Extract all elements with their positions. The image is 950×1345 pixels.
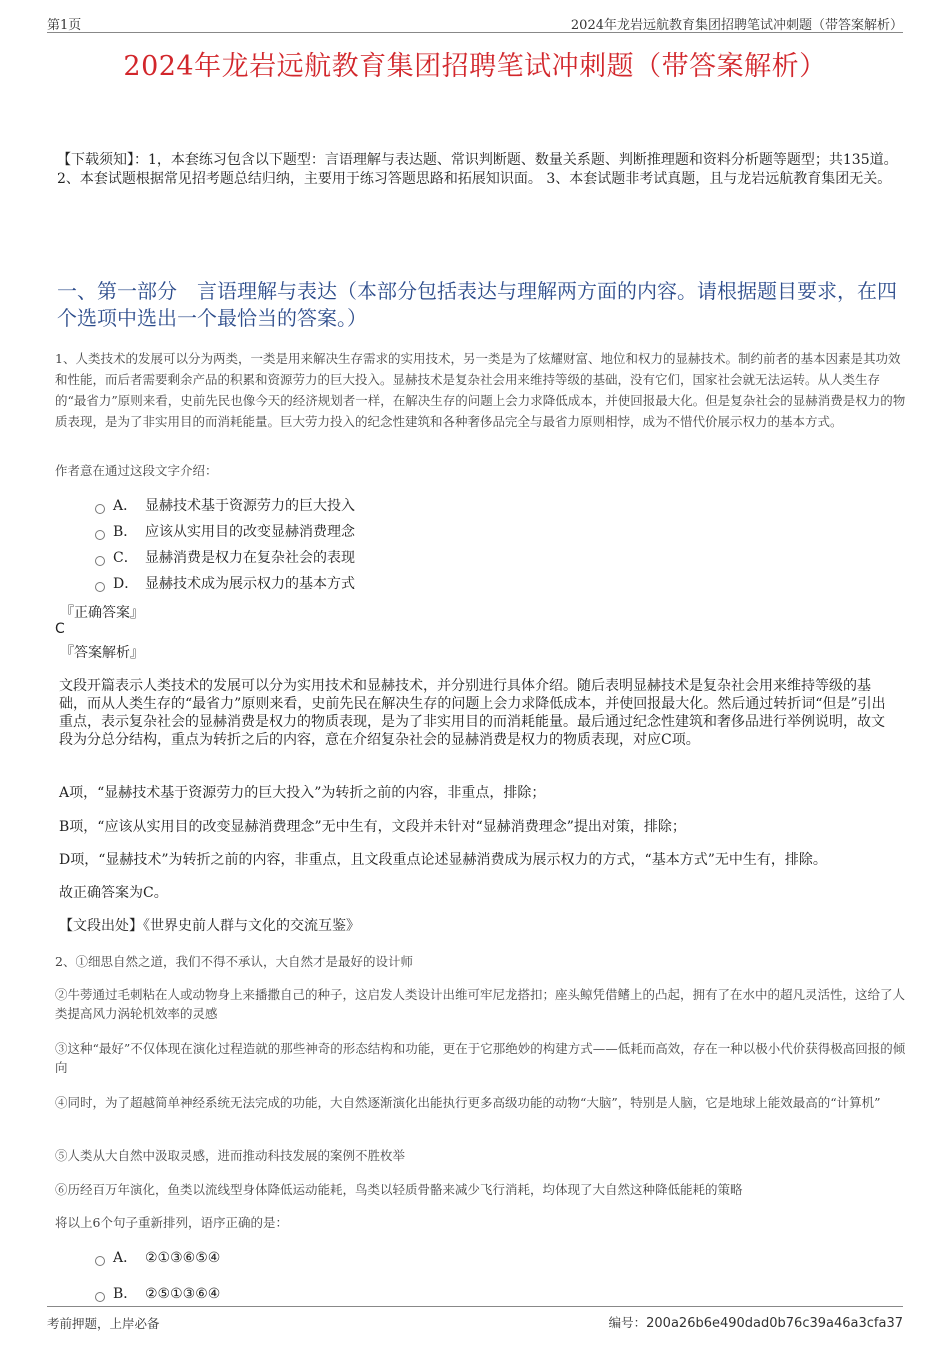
radio-icon[interactable] <box>95 1292 105 1302</box>
option-letter: B． <box>113 1286 138 1302</box>
option-letter: C． <box>113 550 138 566</box>
question-2-sentence-5: ⑤人类从大自然中汲取灵感，进而推动科技发展的案例不胜枚举 <box>55 1148 406 1163</box>
radio-icon[interactable] <box>95 556 105 566</box>
option-b[interactable] <box>95 522 355 542</box>
option-text: ②⑤①③⑥④ <box>145 1286 221 1302</box>
download-notice: 【下载须知】：1，本套练习包含以下题型：言语理解与表达题、常识判断题、数量关系题、判断推理题和资料分析题等题型；共135道。 2、本套试题根据常见招考题总结归纳，主要用于练习答题思路和拓展知识面。 3、本套试题非考试真题，且与龙岩远航教育集团无关。 <box>57 152 898 187</box>
analysis-option-a: A项，“显赫技术基于资源劳力的巨大投入”为转折之前的内容，非重点，排除； <box>59 785 546 801</box>
document-title: 2024年龙岩远航教育集团招聘笔试冲刺题（带答案解析） <box>123 51 827 82</box>
page-footer <box>47 1306 903 1331</box>
page-header <box>47 12 903 33</box>
question-2-stem: 将以上6个句子重新排列，语序正确的是： <box>55 1215 288 1230</box>
option-text: 显赫技术基于资源劳力的巨大投入 <box>145 498 355 514</box>
option-d[interactable] <box>95 574 355 594</box>
option-a[interactable] <box>95 496 355 516</box>
q2-option-b[interactable] <box>95 1284 220 1304</box>
header-title: 2024年龙岩远航教育集团招聘笔试冲刺题（带答案解析） <box>570 18 903 33</box>
analysis-option-d: D项，“显赫技术”为转折之前的内容，非重点，且文段重点论述显赫消费成为展示权力的方式，“基本方式”无中生有，排除。 <box>59 852 827 868</box>
analysis-conclusion: 故正确答案为C。 <box>59 885 168 901</box>
option-letter: D． <box>113 576 139 592</box>
option-text: 显赫技术成为展示权力的基本方式 <box>145 576 355 592</box>
analysis-option-b: B项，“应该从实用目的改变显赫消费理念”无中生有，文段并未针对“显赫消费理念”提出对策，排除； <box>59 819 686 835</box>
question-2-sentence-2: ②牛蒡通过毛刺粘在人或动物身上来播撒自己的种子，这启发人类设计出维可牢尼龙搭扣；座头鲸凭借鳍上的凸起，拥有了在水中的超凡灵活性，这给了人类提高风力涡轮机效率的灵感 <box>55 987 906 1021</box>
question-2-sentence-3: ③这种“最好”不仅体现在演化过程造就的那些神奇的形态结构和功能，更在于它那绝妙的构建方式——低耗而高效，存在一种以极小代价获得极高回报的倾向 <box>55 1041 906 1075</box>
radio-icon[interactable] <box>95 1256 105 1266</box>
analysis-text: 文段开篇表示人类技术的发展可以分为实用技术和显赫技术，并分别进行具体介绍。随后表明显赫技术是复杂社会用来维持等级的基础，而从人类生存的“最省力”原则来看，史前先民在解决生存的问题上会力求降低成本，并使回报最大化。然后通过转折词“但是”引出重点，表示复杂社会的显赫消费是权力的物质表现，是为了非实用目的而消耗能量。最后通过纪念性建筑和奢侈品进行举例说明，故文段为分总分结构，重点为转折之后的内容，意在介绍复杂社会的显赫消费是权力的物质表现，对应C项。 <box>59 678 886 748</box>
question-1-stem: 作者意在通过这段文字介绍： <box>55 463 218 478</box>
question-1-text: 1、人类技术的发展可以分为两类，一类是用来解决生存需求的实用技术，另一类是为了炫耀财富、地位和权力的显赫技术。制约前者的基本因素是其功效和性能，而后者需要剩余产品的积累和资源劳力的巨大投入。显赫技术是复杂社会用来维持等级的基础，没有它们，国家社会就无法运转。从人类生存的“最省力”原则来看，史前先民也像今天的经济规划者一样，在解决生存的问题上会力求降低成本，并使回报最大化。但是复杂社会的显赫消费是权力的物质表现，是为了非实用目的而消耗能量。巨大劳力投入的纪念性建筑和各种奢侈品完全与最省力原则相悖，成为不惜代价展示权力的基本方式。 <box>55 351 906 429</box>
answer-value: C <box>55 621 65 637</box>
radio-icon[interactable] <box>95 504 105 514</box>
code-value: 200a26b6e490dad0b76c39a46a3cfa37 <box>646 1316 903 1331</box>
question-2-sentence-4: ④同时，为了超越简单神经系统无法完成的功能，大自然逐渐演化出能执行更多高级功能的动物“大脑”，特别是人脑，它是地球上能效最高的“计算机” <box>55 1095 881 1110</box>
option-letter: A． <box>113 498 138 514</box>
option-text: 应该从实用目的改变显赫消费理念 <box>145 524 355 540</box>
option-letter: A． <box>113 1250 138 1266</box>
page-number: 第1页 <box>47 18 82 33</box>
code-label: 编号： <box>608 1315 647 1330</box>
q2-option-a[interactable] <box>95 1248 220 1268</box>
option-letter: B． <box>113 524 138 540</box>
section-title: 一、第一部分 言语理解与表达（本部分包括表达与理解两方面的内容。请根据题目要求，在四个选项中选出一个最恰当的答案。） <box>57 279 897 330</box>
analysis-label: 『答案解析』 <box>60 645 144 661</box>
option-text: ②①③⑥⑤④ <box>145 1250 221 1266</box>
option-text: 显赫消费是权力在复杂社会的表现 <box>145 550 355 566</box>
document-code <box>609 1313 903 1331</box>
passage-source: 【文段出处】《世界史前人群与文化的交流互鉴》 <box>59 918 360 934</box>
answer-label: 『正确答案』 <box>60 605 144 621</box>
radio-icon[interactable] <box>95 530 105 540</box>
radio-icon[interactable] <box>95 582 105 592</box>
question-2-sentence-6: ⑥历经百万年演化，鱼类以流线型身体降低运动能耗，鸟类以轻质骨骼来减少飞行消耗，均体现了大自然这种降低能耗的策略 <box>55 1182 743 1197</box>
question-2-sentence-1: 2、①细思自然之道，我们不得不承认，大自然才是最好的设计师 <box>55 954 413 969</box>
footer-slogan: 考前押题，上岸必备 <box>47 1316 160 1331</box>
option-c[interactable] <box>95 548 355 568</box>
